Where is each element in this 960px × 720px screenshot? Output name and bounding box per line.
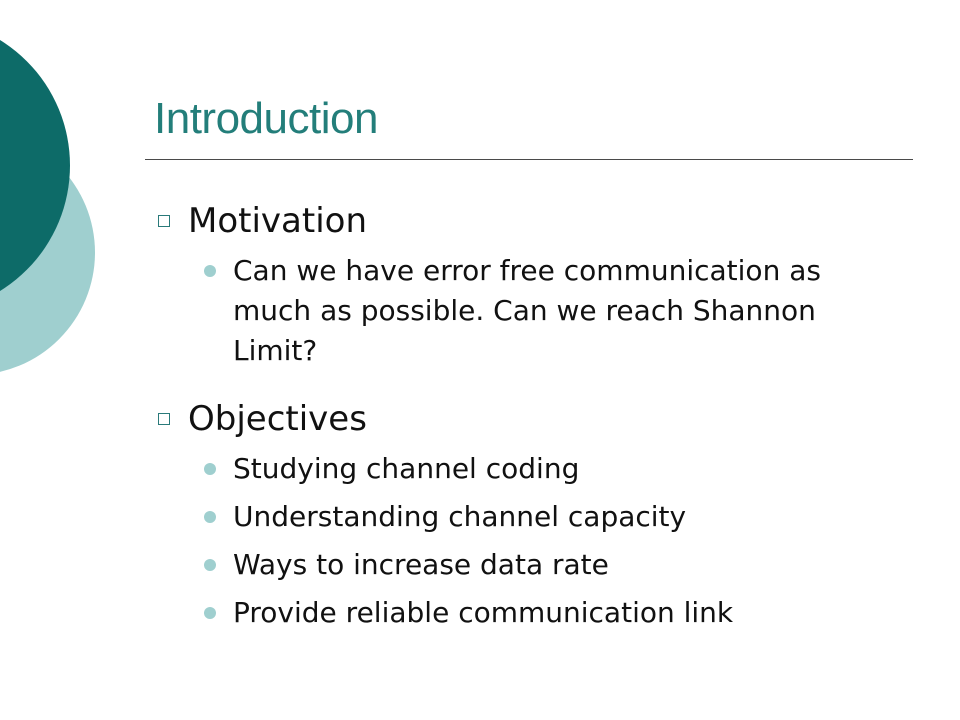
bullet-list	[204, 251, 898, 371]
list-item	[204, 449, 898, 489]
list-item	[204, 593, 898, 633]
list-item	[204, 251, 898, 371]
section-label: Objectives	[188, 399, 367, 439]
section-heading	[158, 195, 898, 247]
section-motivation	[158, 195, 898, 371]
list-item-text: Studying channel coding	[233, 452, 580, 485]
round-bullet-icon	[204, 559, 216, 571]
bullet-list	[204, 449, 898, 633]
list-item	[204, 497, 898, 537]
hollow-square-bullet-icon	[158, 413, 170, 425]
slide-content	[158, 195, 898, 633]
slide-title: Introduction	[154, 94, 378, 143]
list-item-text: Ways to increase data rate	[233, 548, 609, 581]
section-heading	[158, 393, 898, 445]
list-item-text: Understanding channel capacity	[233, 500, 687, 533]
title-divider	[145, 159, 913, 160]
list-item-text: Provide reliable communication link	[233, 596, 734, 629]
section-label: Motivation	[188, 201, 367, 241]
round-bullet-icon	[204, 463, 216, 475]
list-item	[204, 545, 898, 585]
round-bullet-icon	[204, 511, 216, 523]
hollow-square-bullet-icon	[158, 215, 170, 227]
round-bullet-icon	[204, 607, 216, 619]
section-objectives	[158, 393, 898, 633]
list-item-text: Can we have error free communication as much as possible. Can we reach Shannon Limit?	[233, 254, 821, 367]
round-bullet-icon	[204, 265, 216, 277]
